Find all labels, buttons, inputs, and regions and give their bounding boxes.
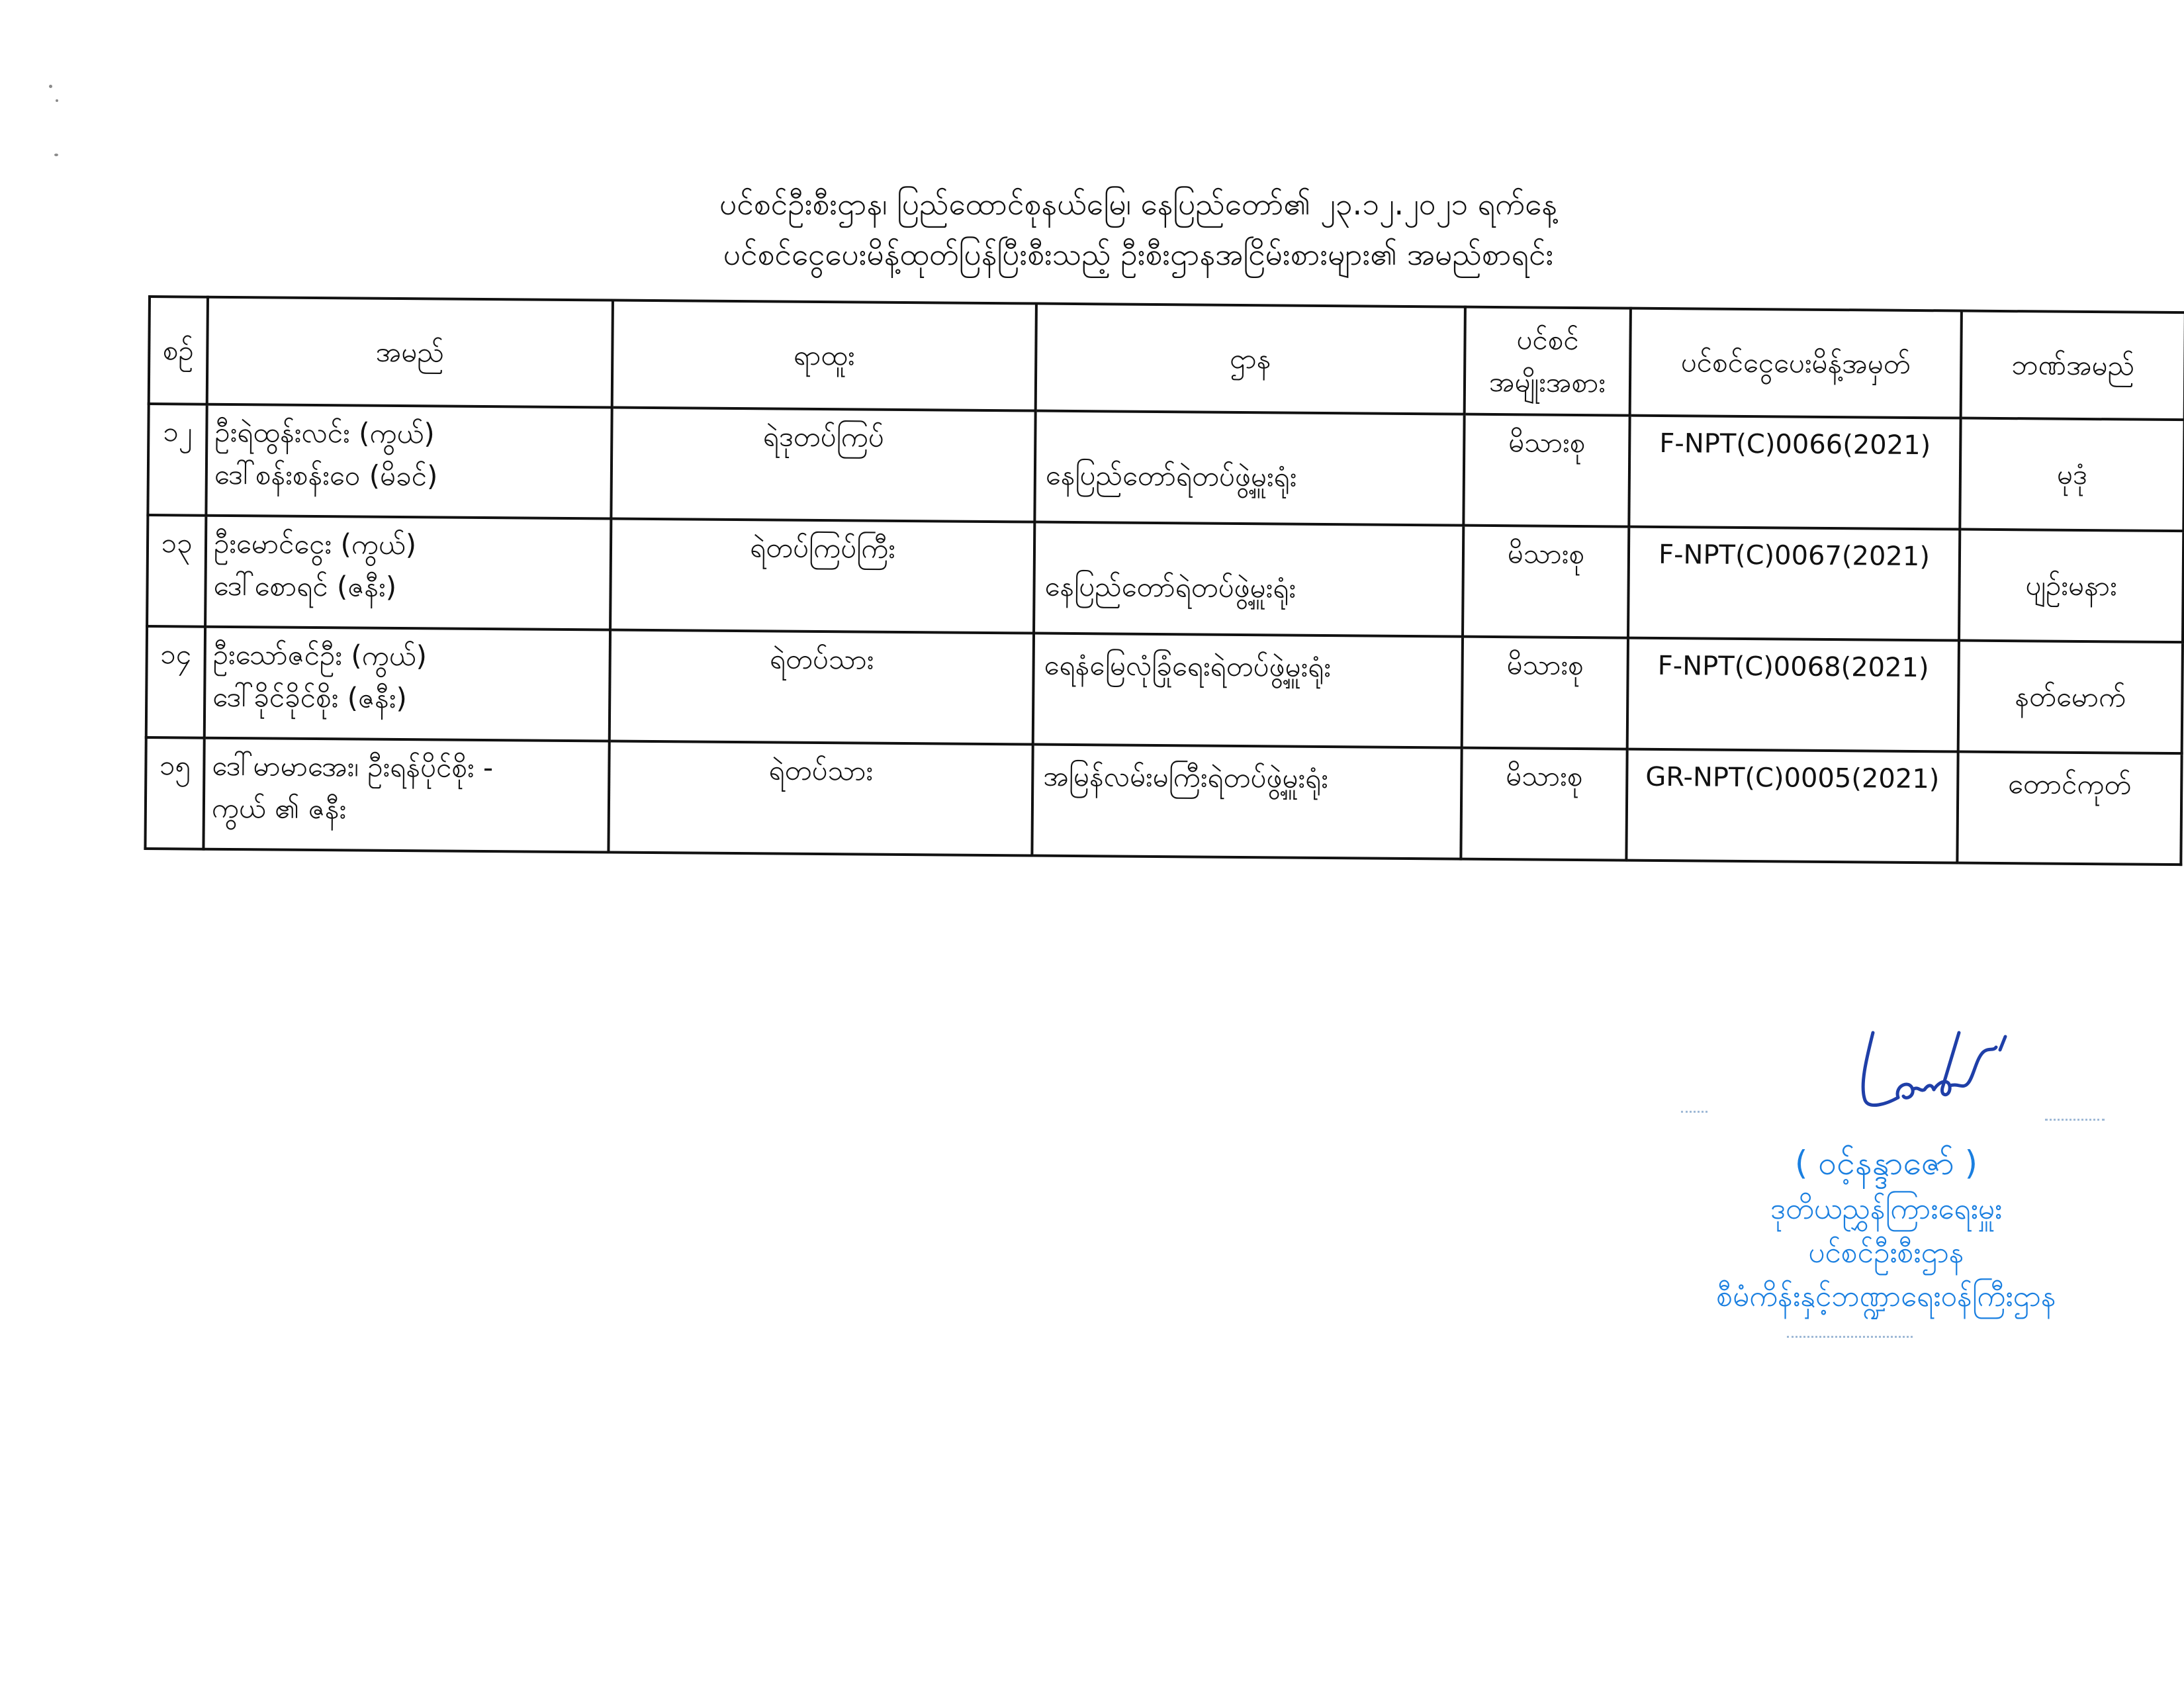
header-name: အမည် [207, 297, 613, 408]
handwritten-signature [1846, 986, 2019, 1119]
name-line-1: ဦးမောင်ငွေး (ကွယ်) [213, 526, 417, 561]
cell-order-no: GR-NPT(C)0005(2021) [1626, 749, 1958, 863]
signatory-block [1655, 1139, 2118, 1319]
stamp-edge-line [1787, 1336, 1913, 1338]
header-bank: ဘဏ်အမည် [1961, 311, 2184, 420]
header-pension-type-line-1: ပင်စင် [1516, 323, 1579, 356]
name-line-1: ဦးရဲထွန်းလင်း (ကွယ်) [214, 415, 435, 450]
cell-department: နေပြည်တော်ရဲတပ်ဖွဲ့မှူးရုံး [1034, 522, 1463, 637]
cell-rank: ရဲတပ်သား [610, 630, 1034, 744]
cell-bank: ပျဉ်းမနား [1959, 530, 2183, 643]
table-row [148, 404, 2184, 531]
cell-pension-type: မိသားစု [1463, 526, 1629, 638]
cell-name [205, 516, 611, 630]
header-pension-type-line-2: အမျိုးအစား [1488, 365, 1606, 399]
table-row [145, 737, 2181, 865]
scan-speck [49, 85, 52, 88]
cell-pension-type: မိသားစု [1462, 637, 1628, 749]
cell-rank: ရဲတပ်သား [608, 741, 1032, 855]
title-line-1: ပင်စင်ဦးစီးဌာန၊ ပြည်ထောင်စုနယ်မြေ၊ နေပြည်တော်၏ ၂၃.၁၂.၂၀၂၁ ရက်နေ့ [719, 186, 1557, 222]
cell-rank: ရဲဒုတပ်ကြပ် [611, 408, 1035, 522]
header-no: စဉ် [149, 297, 208, 404]
cell-name [203, 738, 609, 853]
name-line-2: ဒေါ်စန်းစန်းဝေ (မိခင်) [214, 457, 438, 492]
name-line-2: ဒေါ်စောရင် (ဇနီး) [213, 569, 397, 603]
pension-roster-table [144, 295, 2184, 866]
cell-no: ၁၄ [146, 626, 205, 738]
stamp-edge-line [2045, 1119, 2105, 1121]
cell-order-no: F-NPT(C)0066(2021) [1629, 416, 1960, 530]
name-line-1: ဦးသော်ဇင်ဦး (ကွယ်) [212, 637, 428, 673]
header-pension-type [1465, 307, 1631, 416]
cell-name [206, 404, 612, 519]
cell-pension-type: မိသားစု [1461, 748, 1627, 861]
cell-rank: ရဲတပ်ကြပ်ကြီး [610, 519, 1034, 633]
scan-speck [54, 154, 58, 156]
table-row [146, 626, 2183, 753]
title-line-2: ပင်စင်ငွေပေးမိန့်ထုတ်ပြန်ပြီးစီးသည့် ဦးစီးဌာနအငြိမ်းစားများ၏ အမည်စာရင်း [723, 236, 1554, 272]
header-order-no: ပင်စင်ငွေပေးမိန့်အမှတ် [1630, 308, 1962, 418]
cell-order-no: F-NPT(C)0068(2021) [1627, 638, 1959, 752]
cell-order-no: F-NPT(C)0067(2021) [1628, 527, 1960, 641]
scan-speck [56, 99, 58, 102]
table-header-row [149, 297, 2184, 420]
cell-name [205, 627, 610, 741]
cell-department: နေပြည်တော်ရဲတပ်ဖွဲ့မှူးရုံး [1034, 411, 1464, 526]
document-title [0, 179, 2184, 279]
name-line-1: ဒေါ်မာမာအေး၊ ဦးရန်ပိုင်စိုး - [212, 749, 494, 784]
stamp-edge-line [1681, 1111, 1707, 1113]
signatory-ministry: စီမံကိန်းနှင့်ဘဏ္ဍာရေးဝန်ကြီးဌာန [1716, 1280, 2056, 1313]
cell-bank: မုဒုံ [1960, 418, 2184, 532]
table-row [147, 515, 2183, 642]
signatory-department: ပင်စင်ဦးစီးဌာန [1808, 1236, 1964, 1270]
cell-department: အမြန်လမ်းမကြီးရဲတပ်ဖွဲ့မှူးရုံး [1032, 745, 1461, 859]
header-department: ဌာန [1036, 304, 1465, 414]
name-line-2: ဒေါ်ခိုင်ခိုင်စိုး (ဇနီး) [212, 680, 408, 715]
name-line-2: ကွယ် ၏ ဇနီး [211, 791, 347, 825]
cell-bank: နတ်မောက် [1958, 641, 2183, 754]
cell-bank: တောင်ကုတ် [1957, 751, 2181, 865]
header-rank: ရာထူး [612, 301, 1036, 411]
cell-no: ၁၅ [145, 737, 204, 849]
cell-department: ရေနံမြေလုံခြုံရေးရဲတပ်ဖွဲ့မှူးရုံး [1033, 633, 1463, 748]
cell-pension-type: မိသားစု [1463, 414, 1629, 527]
signatory-name: ( ဝင့်နန္ဒာဇော် ) [1794, 1144, 1978, 1182]
signatory-title: ဒုတိယညွှန်ကြားရေးမှူး [1770, 1192, 2003, 1226]
cell-no: ၁၂ [148, 404, 206, 516]
cell-no: ၁၃ [147, 515, 206, 627]
